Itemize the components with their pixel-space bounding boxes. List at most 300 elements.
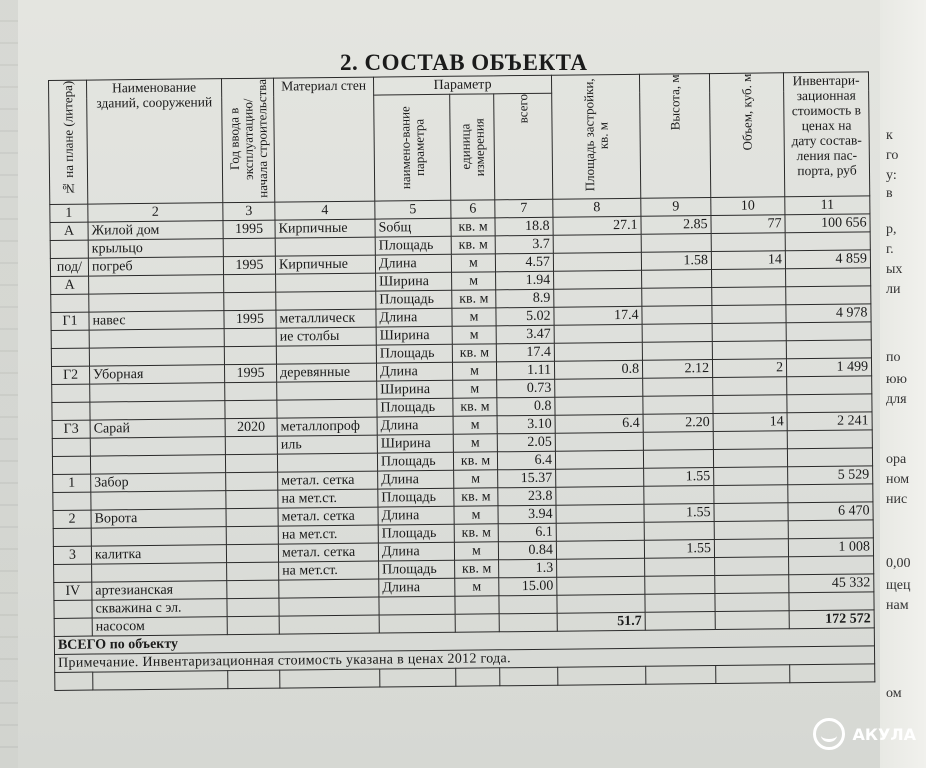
- cell-year: 1995: [224, 310, 276, 329]
- cell-height: [643, 450, 713, 469]
- note-text: Примечание. Инвентаризационная стоимость указана в ценах 2012 года.: [55, 646, 875, 673]
- cell-name: Забор: [91, 473, 226, 492]
- cell-material: [275, 237, 375, 256]
- cell-unit: кв. м: [451, 218, 495, 236]
- cell-area: [555, 396, 643, 415]
- cell-volume: [713, 377, 787, 396]
- cell-height: [642, 270, 712, 289]
- cell-total: 15.00: [499, 577, 557, 596]
- cell-area: [555, 450, 643, 469]
- adjacent-page-fragment: г.: [886, 242, 894, 257]
- cell-param: Площадь: [376, 290, 452, 309]
- cell-param: Длина: [376, 308, 452, 327]
- header-building-name: Наименование зданий, сооружений: [87, 79, 223, 204]
- header-param-name: наимено-вание параметра: [374, 94, 451, 201]
- cell-cost: [786, 340, 871, 359]
- cell-height: 2.12: [642, 360, 712, 379]
- cell-cost: [785, 232, 870, 251]
- adjacent-page-fragment: юю: [886, 372, 907, 387]
- cell-unit: кв. м: [452, 290, 496, 308]
- cell-lit: IV: [54, 582, 92, 600]
- cell-unit: м: [454, 506, 498, 524]
- cell-param: Ширина: [376, 272, 452, 291]
- adjacent-page-edge: [880, 0, 926, 768]
- cell-height: [642, 306, 712, 325]
- cell-unit: [455, 614, 499, 632]
- adjacent-page-fragment: 0,00: [886, 556, 911, 571]
- cell-material: [276, 345, 376, 364]
- cell-height: [642, 288, 712, 307]
- header-param-unit: единица измерения: [450, 94, 495, 200]
- cell-total: 3.94: [498, 505, 556, 524]
- cell-cost: [786, 268, 871, 287]
- adjacent-page-fragment: щец: [886, 578, 911, 593]
- cell-material: металлопроф: [277, 417, 377, 436]
- cell-year: [226, 490, 278, 509]
- cell-height: 2.20: [643, 414, 713, 433]
- adjacent-page-fragment: к: [886, 128, 893, 143]
- table-body: [50, 214, 874, 637]
- cell-volume: [713, 395, 787, 414]
- cell-total: 5.02: [496, 307, 554, 326]
- cell-area: 6.4: [555, 414, 643, 433]
- cell-year: [227, 598, 279, 617]
- cell-unit: [455, 596, 499, 614]
- cell-param: Длина: [376, 362, 452, 381]
- header-wall-material: Материал стен: [273, 77, 374, 202]
- cell-area: [554, 324, 642, 343]
- cell-name: [90, 383, 225, 402]
- cell-area: [557, 576, 645, 595]
- header-built-area: Площадь застройки, кв. м: [552, 74, 641, 199]
- cell-area: [553, 234, 641, 253]
- header-volume: Объем, куб. м: [710, 73, 785, 198]
- cell-param: Площадь: [375, 236, 451, 255]
- cell-material: [279, 615, 379, 634]
- cell-total: [499, 595, 557, 614]
- cell-lit: 1: [53, 474, 91, 492]
- cell-height: [643, 378, 713, 397]
- cell-total: 18.8: [495, 217, 553, 236]
- cell-cost: 1 008: [788, 538, 873, 557]
- cell-lit: 3: [53, 546, 91, 564]
- shark-logo-icon: [813, 718, 845, 750]
- cell-unit: кв. м: [453, 452, 497, 470]
- adjacent-page-fragment: нам: [886, 598, 909, 613]
- cell-height: [645, 612, 715, 631]
- adjacent-page-fragment: ора: [886, 452, 907, 467]
- cell-year: [226, 526, 278, 545]
- adjacent-page-fragment: нис: [886, 492, 908, 507]
- cell-height: [644, 486, 714, 505]
- cell-total: 1.3: [499, 559, 557, 578]
- cell-material: [276, 291, 376, 310]
- cell-name: артезианская: [92, 581, 227, 600]
- cell-lit: под/: [50, 258, 88, 276]
- cell-year: 2020: [225, 418, 277, 437]
- cell-cost: [788, 520, 873, 539]
- cell-lit: [53, 528, 91, 546]
- cell-lit: Г2: [52, 366, 90, 384]
- cell-lit: А: [51, 276, 89, 294]
- cell-area: [554, 288, 642, 307]
- cell-unit: кв. м: [452, 344, 496, 362]
- cell-year: [224, 346, 276, 365]
- header-height: Высота, м: [640, 74, 711, 199]
- cell-total: 2.05: [497, 433, 555, 452]
- cell-height: [643, 432, 713, 451]
- cell-cost: 5 529: [788, 466, 873, 485]
- cell-area: [557, 558, 645, 577]
- cell-cost: 6 470: [788, 502, 873, 521]
- cell-height: 1.55: [644, 504, 714, 523]
- cell-area: [554, 270, 642, 289]
- cell-volume: [715, 557, 789, 576]
- cell-unit: кв. м: [454, 488, 498, 506]
- cell-param: Ширина: [377, 380, 453, 399]
- cell-area: [556, 468, 644, 487]
- cell-height: [645, 558, 715, 577]
- cell-total: 3.10: [497, 415, 555, 434]
- cell-name: насосом: [92, 617, 227, 636]
- cell-total: 6.4: [497, 451, 555, 470]
- cell-name: [89, 329, 224, 348]
- cell-cost: [789, 556, 874, 575]
- cell-unit: м: [454, 470, 498, 488]
- cell-lit: [51, 294, 89, 312]
- cell-area: [555, 378, 643, 397]
- cell-cost: [786, 322, 871, 341]
- cell-material: метал. сетка: [278, 543, 378, 562]
- cell-name: погреб: [88, 257, 223, 276]
- cell-lit: [52, 438, 90, 456]
- adjacent-page-fragment: у:: [886, 168, 897, 183]
- cell-lit: [50, 240, 88, 258]
- cell-param: Площадь: [376, 344, 452, 363]
- cell-name: [91, 527, 226, 546]
- cell-unit: кв. м: [454, 524, 498, 542]
- cell-total: 0.84: [498, 541, 556, 560]
- cell-height: [642, 324, 712, 343]
- binding-edge: [0, 0, 18, 768]
- cell-total: 0.73: [497, 379, 555, 398]
- cell-year: [223, 238, 275, 257]
- cell-cost: [787, 376, 872, 395]
- total-label: ВСЕГО по объекту: [54, 628, 874, 655]
- cell-height: [641, 234, 711, 253]
- cell-unit: м: [452, 326, 496, 344]
- cell-unit: м: [452, 362, 496, 380]
- cell-year: [225, 400, 277, 419]
- header-inventory-cost: Инвентари-зационная стоимость в ценах на дату состав-ления пас-порта, руб: [783, 72, 869, 197]
- col-number: 11: [785, 196, 870, 215]
- cell-volume: 14: [713, 413, 787, 432]
- cell-cost: [787, 394, 872, 413]
- adjacent-page-fragment: ли: [886, 282, 901, 297]
- cell-name: [90, 401, 225, 420]
- cell-cost: [789, 592, 874, 611]
- adjacent-page-fragment: в: [886, 186, 893, 201]
- cell-year: 1995: [223, 220, 275, 239]
- cell-volume: [714, 485, 788, 504]
- cell-name: Ворота: [91, 509, 226, 528]
- page-title: 2. СОСТАВ ОБЪЕКТА: [340, 50, 588, 75]
- cell-unit: м: [452, 308, 496, 326]
- cell-lit: Г3: [52, 420, 90, 438]
- cell-param: Sобщ: [375, 218, 451, 237]
- cell-param: Длина: [378, 506, 454, 525]
- cell-lit: Г1: [51, 312, 89, 330]
- cell-param: Площадь: [378, 524, 454, 543]
- cell-name: Жилой дом: [88, 221, 223, 240]
- cell-name: калитка: [91, 545, 226, 564]
- cell-param: Длина: [377, 416, 453, 435]
- col-number: 3: [223, 202, 275, 221]
- cell-area: [555, 432, 643, 451]
- cell-volume: [715, 575, 789, 594]
- cell-unit: м: [453, 416, 497, 434]
- cell-total: 6.1: [498, 523, 556, 542]
- col-number: 10: [711, 197, 785, 216]
- cell-total: 0.8: [497, 397, 555, 416]
- cell-total: 4.57: [495, 253, 553, 272]
- header-param-total: всего: [494, 93, 553, 199]
- cell-lit: [54, 564, 92, 582]
- cell-material: [276, 273, 376, 292]
- cell-name: навес: [89, 311, 224, 330]
- cell-height: 1.58: [641, 252, 711, 271]
- header-plan-number: № на плане (литера): [49, 80, 88, 204]
- cell-total: 23.8: [498, 487, 556, 506]
- cell-volume: [712, 341, 786, 360]
- cell-unit: м: [452, 272, 496, 290]
- cell-area: [556, 504, 644, 523]
- cell-cost: 2 241: [787, 412, 872, 431]
- cell-unit: кв. м: [453, 398, 497, 416]
- cell-material: ие столбы: [276, 327, 376, 346]
- col-number: 5: [375, 200, 451, 219]
- cell-year: [225, 436, 277, 455]
- cell-lit: [51, 330, 89, 348]
- cell-name: [90, 437, 225, 456]
- cell-param: Площадь: [378, 488, 454, 507]
- cell-height: [644, 522, 714, 541]
- cell-area: [554, 342, 642, 361]
- cell-material: [277, 381, 377, 400]
- cell-cost: 4 859: [785, 250, 870, 269]
- cell-unit: кв. м: [455, 560, 499, 578]
- cell-year: [226, 544, 278, 563]
- cell-volume: [714, 503, 788, 522]
- cell-year: 1995: [224, 364, 276, 383]
- cell-volume: [712, 287, 786, 306]
- cell-material: деревянные: [276, 363, 376, 382]
- cell-cost: 100 656: [785, 214, 870, 233]
- adjacent-page-fragment: ом: [886, 686, 902, 701]
- col-number: 6: [451, 200, 495, 218]
- cell-material: на мет.ст.: [278, 489, 378, 508]
- cell-lit: [52, 402, 90, 420]
- cell-lit: 2: [53, 510, 91, 528]
- cell-param: Площадь: [377, 398, 453, 417]
- cell-lit: [52, 456, 90, 474]
- cell-name: [89, 293, 224, 312]
- cell-lit: [53, 492, 91, 510]
- adjacent-page-fragment: р,: [886, 222, 897, 237]
- adjacent-page-fragment: ых: [886, 262, 903, 277]
- cell-param: Ширина: [377, 434, 453, 453]
- cell-volume: 2: [712, 359, 786, 378]
- cell-area: [556, 522, 644, 541]
- cell-param: [379, 596, 455, 615]
- cell-height: [643, 396, 713, 415]
- cell-year: [224, 328, 276, 347]
- cell-area: [556, 540, 644, 559]
- cell-area: [557, 594, 645, 613]
- cell-param: Ширина: [376, 326, 452, 345]
- cell-height: 2.85: [641, 216, 711, 235]
- cell-cost: 45 332: [789, 574, 874, 593]
- cell-volume: [714, 521, 788, 540]
- cell-cost: [787, 448, 872, 467]
- cell-param: Длина: [378, 542, 454, 561]
- cell-material: металлическ: [276, 309, 376, 328]
- cell-year: [226, 508, 278, 527]
- cell-lit: [51, 348, 89, 366]
- cell-cost: 4 978: [786, 304, 871, 323]
- cell-name: скважина с эл.: [92, 599, 227, 618]
- cell-lit: А: [50, 222, 88, 240]
- cell-year: [224, 274, 276, 293]
- cell-area: 0.8: [555, 360, 643, 379]
- cell-material: Кирпичные: [275, 219, 375, 238]
- cell-unit: кв. м: [451, 236, 495, 254]
- cell-total: 1.11: [496, 361, 554, 380]
- cell-lit: [54, 618, 92, 636]
- watermark: [813, 718, 916, 750]
- cell-height: [645, 576, 715, 595]
- cell-material: [279, 597, 379, 616]
- cell-name: [90, 455, 225, 474]
- cell-material: метал. сетка: [278, 471, 378, 490]
- cell-unit: м: [453, 380, 497, 398]
- col-number: 8: [553, 198, 641, 217]
- cell-volume: 14: [711, 251, 785, 270]
- cell-volume: 77: [711, 215, 785, 234]
- cell-param: Площадь: [379, 560, 455, 579]
- cell-height: [645, 594, 715, 613]
- adjacent-page-fragment: ном: [886, 472, 910, 487]
- cell-total: 1.94: [496, 271, 554, 290]
- cell-unit: м: [454, 542, 498, 560]
- cell-total: 17.4: [496, 343, 554, 362]
- cell-total: 8.9: [496, 289, 554, 308]
- cell-material: метал. сетка: [278, 507, 378, 526]
- cell-volume: [714, 539, 788, 558]
- cell-volume: [714, 467, 788, 486]
- header-year: Год ввода в эксплуатацию/ начала строительства: [221, 78, 274, 203]
- cell-volume: [713, 449, 787, 468]
- cell-volume: [711, 233, 785, 252]
- col-number: 9: [641, 198, 711, 217]
- cell-volume: [715, 593, 789, 612]
- cell-area: 27.1: [553, 216, 641, 235]
- cell-material: [277, 399, 377, 418]
- cell-year: [224, 292, 276, 311]
- cell-param: [379, 614, 455, 633]
- cell-cost: 172 572: [789, 610, 874, 629]
- cell-height: [642, 342, 712, 361]
- cell-total: [499, 613, 557, 632]
- cell-name: [92, 563, 227, 582]
- cell-name: Уборная: [89, 365, 224, 384]
- cell-total: 3.47: [496, 325, 554, 344]
- cell-cost: [786, 286, 871, 305]
- cell-year: [227, 616, 279, 635]
- cell-year: [225, 454, 277, 473]
- cell-param: Длина: [378, 470, 454, 489]
- cell-area: [556, 486, 644, 505]
- cell-param: Длина: [375, 254, 451, 273]
- cell-area: 17.4: [554, 306, 642, 325]
- cell-unit: м: [453, 434, 497, 452]
- header-parameter-group: Параметр: [373, 75, 551, 95]
- col-number: 4: [275, 201, 375, 220]
- cell-material: [277, 453, 377, 472]
- cell-total: 3.7: [495, 235, 553, 254]
- cell-area: 51.7: [557, 612, 645, 631]
- cell-material: иль: [277, 435, 377, 454]
- cell-unit: м: [451, 254, 495, 272]
- cell-material: на мет.ст.: [279, 561, 379, 580]
- cell-year: [227, 580, 279, 599]
- cell-unit: м: [455, 578, 499, 596]
- adjacent-page-fragment: го: [886, 148, 899, 163]
- cell-name: [91, 491, 226, 510]
- col-number: 1: [50, 204, 88, 222]
- cell-year: [226, 472, 278, 491]
- col-number: 7: [495, 199, 553, 218]
- cell-name: крыльцо: [88, 239, 223, 258]
- cell-year: [227, 562, 279, 581]
- cell-name: [89, 347, 224, 366]
- col-number: 2: [88, 203, 223, 222]
- cell-volume: [712, 269, 786, 288]
- cell-height: 1.55: [644, 468, 714, 487]
- cell-area: [553, 252, 641, 271]
- cell-cost: [788, 484, 873, 503]
- cell-cost: 1 499: [786, 358, 871, 377]
- cell-volume: [715, 611, 789, 630]
- cell-material: Кирпичные: [275, 255, 375, 274]
- cell-volume: [712, 305, 786, 324]
- object-composition-table: [48, 71, 875, 691]
- adjacent-page-fragment: по: [886, 350, 901, 365]
- cell-lit: [52, 384, 90, 402]
- adjacent-page-fragment: для: [886, 392, 907, 407]
- cell-name: Сарай: [90, 419, 225, 438]
- cell-volume: [712, 323, 786, 342]
- watermark-text: АКУЛА: [852, 724, 916, 744]
- cell-cost: [787, 430, 872, 449]
- cell-param: Длина: [379, 578, 455, 597]
- cell-total: 15.37: [498, 469, 556, 488]
- cell-name: [89, 275, 224, 294]
- cell-material: на мет.ст.: [278, 525, 378, 544]
- cell-material: [279, 579, 379, 598]
- cell-height: 1.55: [644, 540, 714, 559]
- cell-param: Площадь: [377, 452, 453, 471]
